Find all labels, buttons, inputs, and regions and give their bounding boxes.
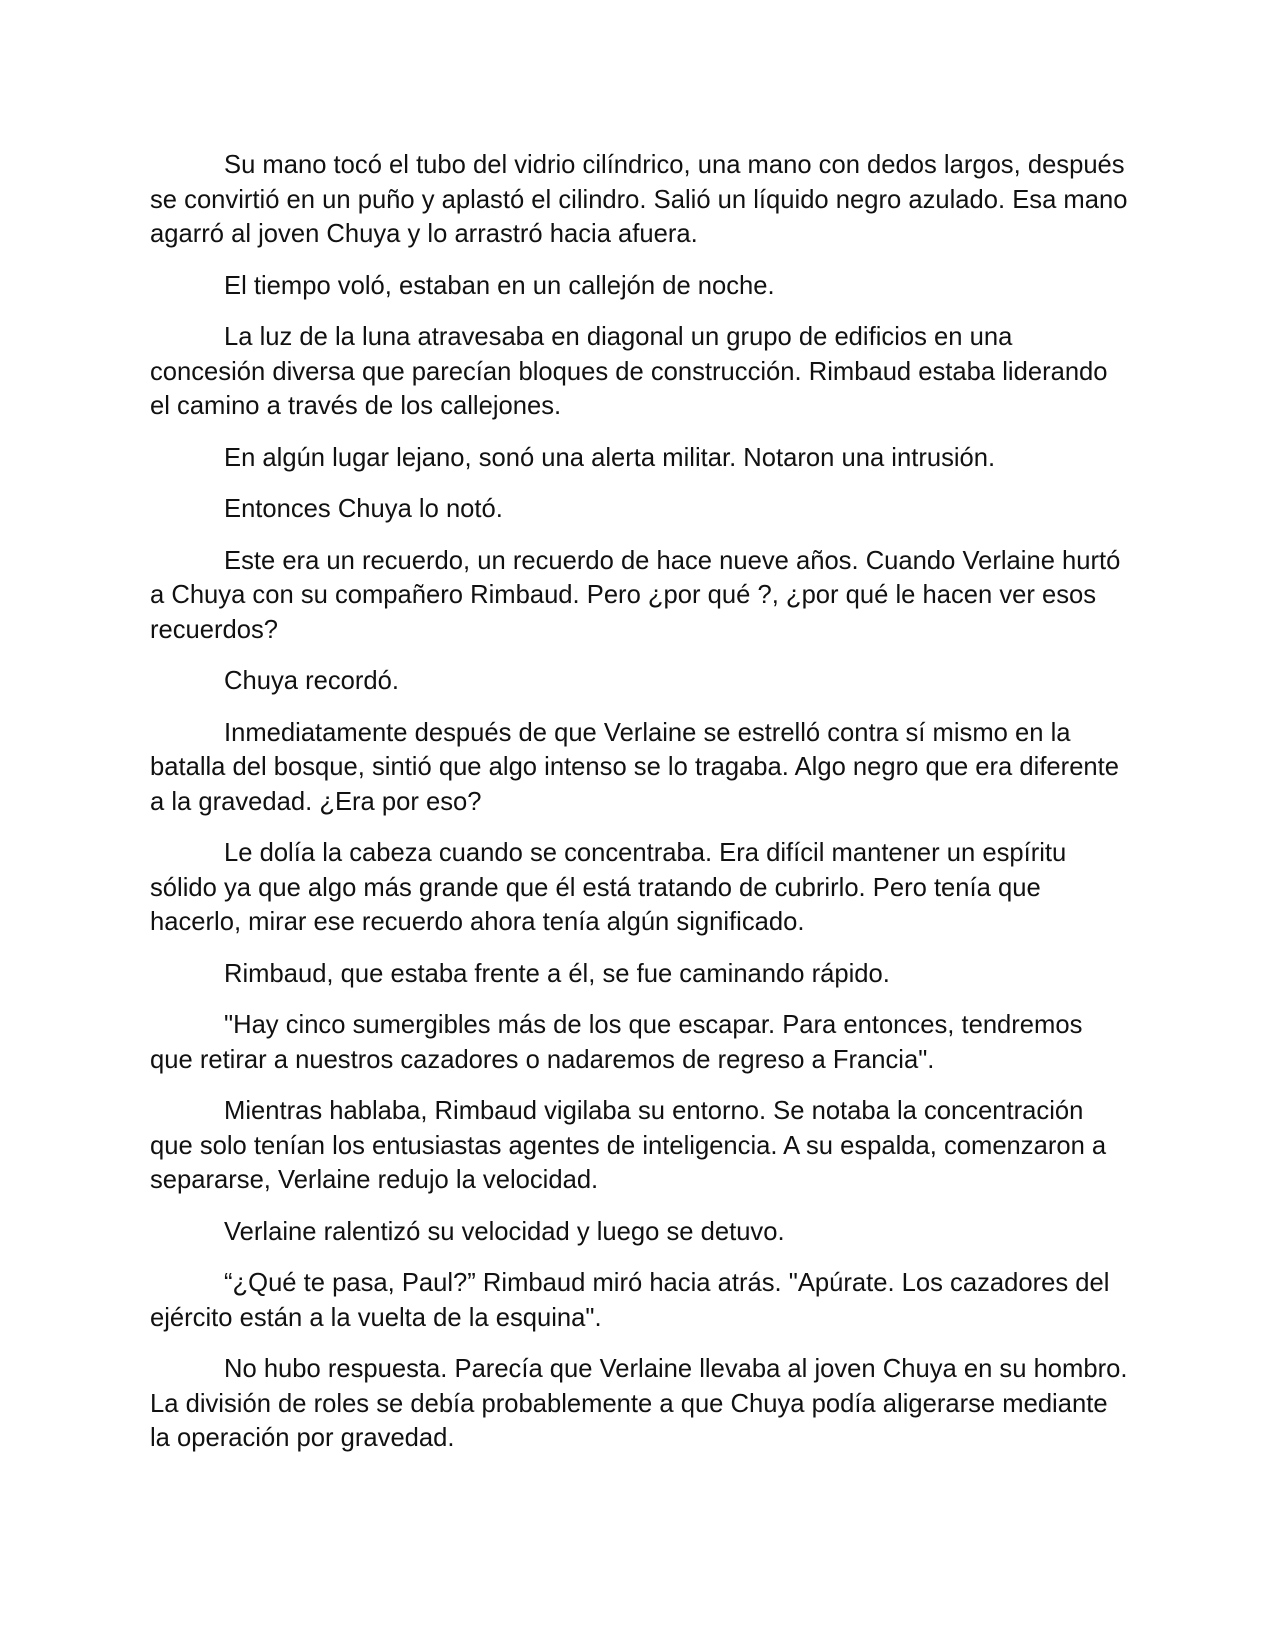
- paragraph: La luz de la luna atravesaba en diagonal un grupo de edificios en una concesión diversa que parecían bloques de construcción. Rimbaud estaba liderando el camino a través de los callejones.: [150, 323, 1108, 420]
- paragraph: Este era un recuerdo, un recuerdo de hace nueve años. Cuando Verlaine hurtó a Chuya con su compañero Rimbaud. Pero ¿por qué ?, ¿por qué le hacen ver esos recuerdos?: [150, 546, 1121, 644]
- paragraph: Su mano tocó el tubo del vidrio cilíndrico, una mano con dedos largos, después se convirtió en un puño y aplastó el cilindro. Salió un líquido negro azulado. Esa mano agarró al joven Chuya y lo arrastró hacia afuera.: [150, 151, 1128, 248]
- paragraph: Rimbaud, que estaba frente a él, se fue caminando rápido.: [224, 959, 890, 988]
- paragraph: No hubo respuesta. Parecía que Verlaine llevaba al joven Chuya en su hombro. La división de roles se debía probablemente a que Chuya podía aligerarse mediante la operación por gravedad.: [150, 1355, 1128, 1452]
- paragraph: En algún lugar lejano, sonó una alerta militar. Notaron una intrusión.: [224, 443, 996, 472]
- paragraph: El tiempo voló, estaban en un callejón de noche.: [224, 271, 775, 300]
- paragraph: Inmediatamente después de que Verlaine se estrelló contra sí mismo en la batalla del bosque, sintió que algo intenso se lo tragaba. Algo negro que era diferente a la gravedad. ¿Era por eso?: [150, 718, 1120, 816]
- document-page: [150, 148, 1130, 1473]
- paragraph: Verlaine ralentizó su velocidad y luego se detuvo.: [224, 1217, 785, 1246]
- paragraph: Mientras hablaba, Rimbaud vigilaba su entorno. Se notaba la concentración que solo tenían los entusiastas agentes de inteligencia. A su espalda, comenzaron a separarse, Verlaine redujo la velocidad.: [150, 1097, 1107, 1194]
- paragraph: Le dolía la cabeza cuando se concentraba. Era difícil mantener un espíritu sólido ya que algo más grande que él está tratando de cubrirlo. Pero tenía que hacerlo, mirar ese recuerdo ahora tenía algún significado.: [150, 839, 1067, 936]
- paragraph: “¿Qué te pasa, Paul?” Rimbaud miró hacia atrás. "Apúrate. Los cazadores del ejército están a la vuelta de la esquina".: [150, 1269, 1110, 1332]
- paragraph: Entonces Chuya lo notó.: [224, 495, 503, 523]
- paragraph: Chuya recordó.: [224, 667, 399, 695]
- paragraph: "Hay cinco sumergibles más de los que escapar. Para entonces, tendremos que retirar a nuestros cazadores o nadaremos de regreso a Francia".: [150, 1011, 1083, 1074]
